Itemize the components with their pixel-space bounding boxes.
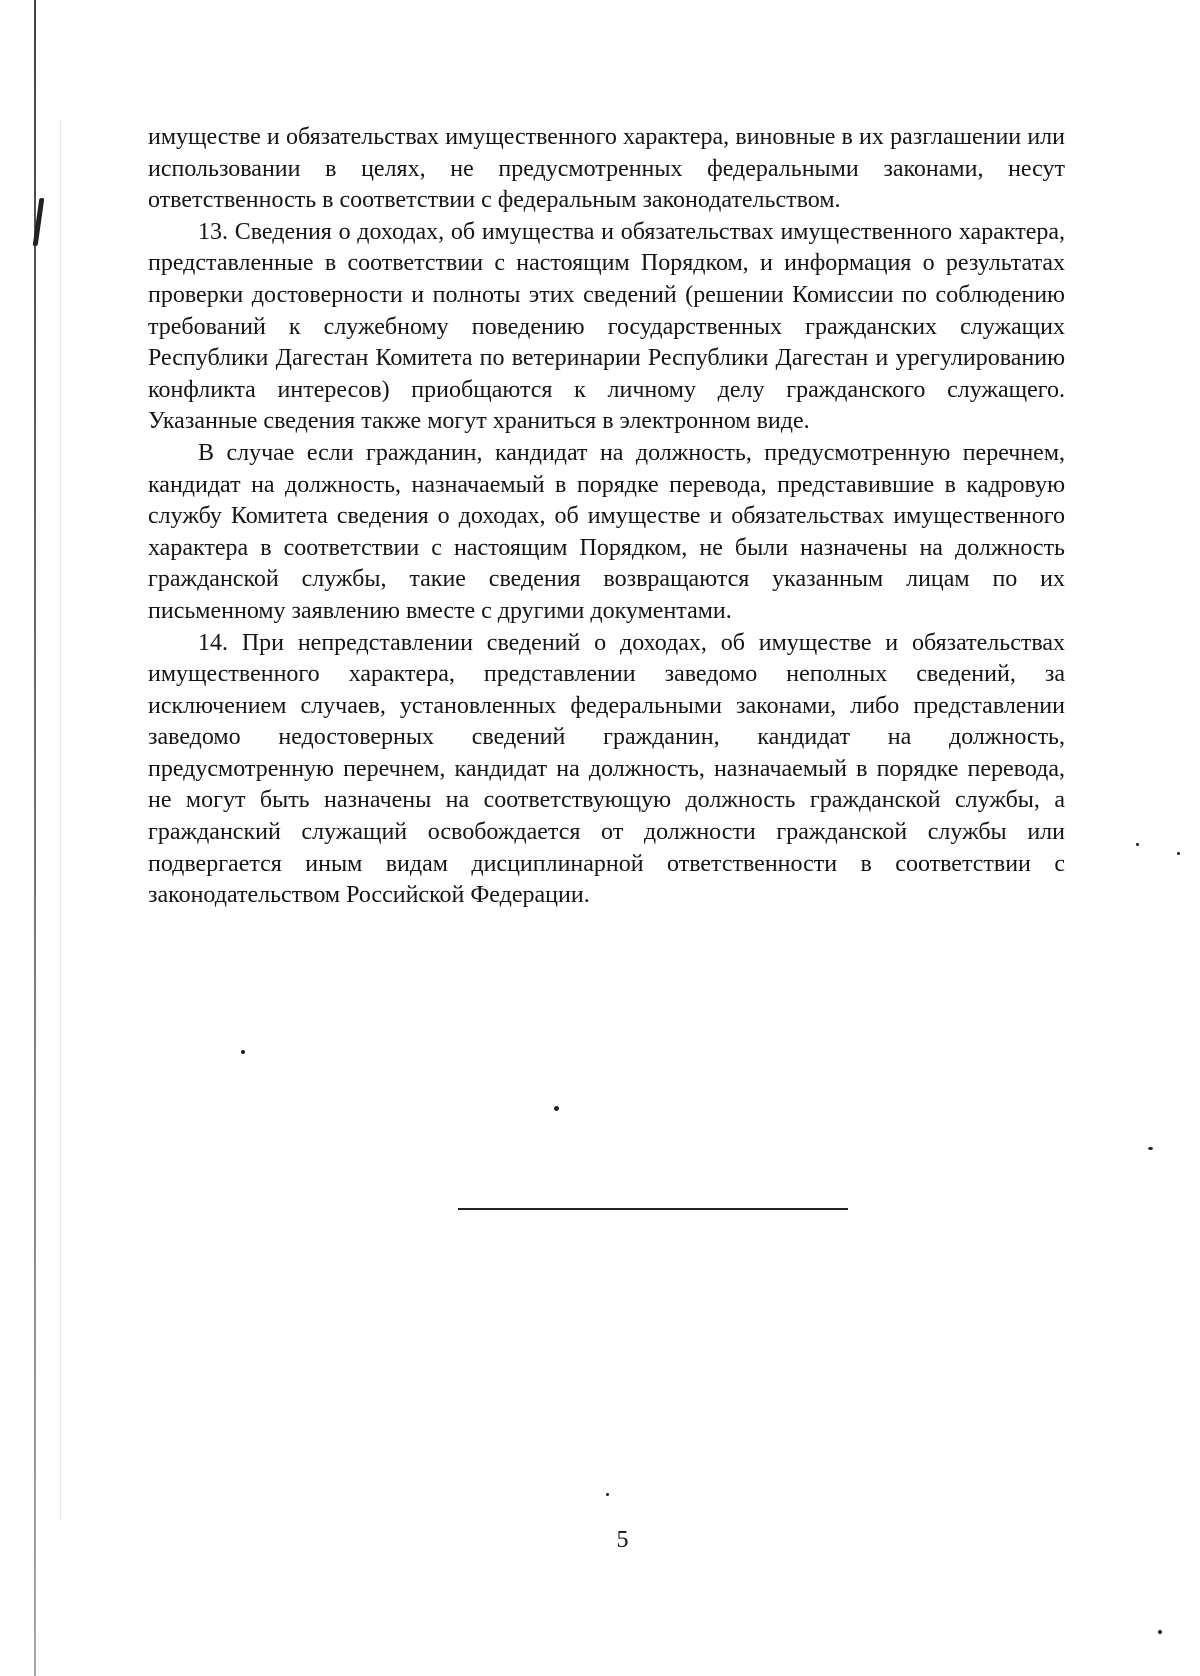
scan-speck (606, 1493, 609, 1496)
paragraph-item-14: 14. При непредставлении сведений о доходах, об имуществе и обязательствах имущественного характера, представлении заведомо неполных сведений, за исключением случаев, установленных федеральными законами, либо представлении заведомо недостоверных сведений гражданин, кандидат на должность, предусмотренную перечнем, кандидат на должность, назначаемый в порядке перевода, не могут быть назначены на соответствующую должность гражданской службы, а гражданский служащий освобождается от должности гражданской службы или подвергается иным видам дисциплинарной ответственности в соответствии с законодательством Российской Федерации. (148, 629, 1065, 909)
scan-faint-line (60, 120, 61, 1520)
scan-speck (1136, 843, 1139, 846)
document-body (148, 122, 1065, 912)
scan-binding-edge (34, 0, 36, 1676)
paragraph-return-of-information: В случае если гражданин, кандидат на должность, предусмотренную перечнем, кандидат на должность, назначаемый в порядке перевода, представившие в кадровую службу Комитета сведения о доходах, об имуществе и обязательствах имущественного характера в соответствии с настоящим Порядком, не были назначены на должность гражданской службы, такие сведения возвращаются указанным лицам по их письменному заявлению вместе с другими документами. (148, 439, 1065, 624)
closing-divider-line (458, 1208, 848, 1210)
scan-speck (1158, 1630, 1162, 1634)
paragraph-continuation: имуществе и обязательствах имущественного характера, виновные в их разглашении или использовании в целях, не предусмотренных федеральными законами, несут ответственность в соответствии с федеральным законодательством. (148, 124, 1065, 214)
page-number: 5 (616, 1527, 629, 1553)
scan-speck (1148, 1147, 1153, 1150)
scan-speck (241, 1050, 245, 1054)
scan-speck (554, 1106, 559, 1111)
paragraph-item-13: 13. Сведения о доходах, об имущества и обязательствах имущественного характера, представленные в соответствии с настоящим Порядком, и информация о результатах проверки достоверности и полноты этих сведений (решении Комиссии по соблюдению требований к служебному поведению государственных гражданских служащих Республики Дагестан Комитета по ветеринарии Республики Дагестан и урегулированию конфликта интересов) приобщаются к личному делу гражданского служащего. Указанные сведения также могут храниться в электронном виде. (148, 218, 1065, 435)
scan-speck (1177, 852, 1180, 855)
